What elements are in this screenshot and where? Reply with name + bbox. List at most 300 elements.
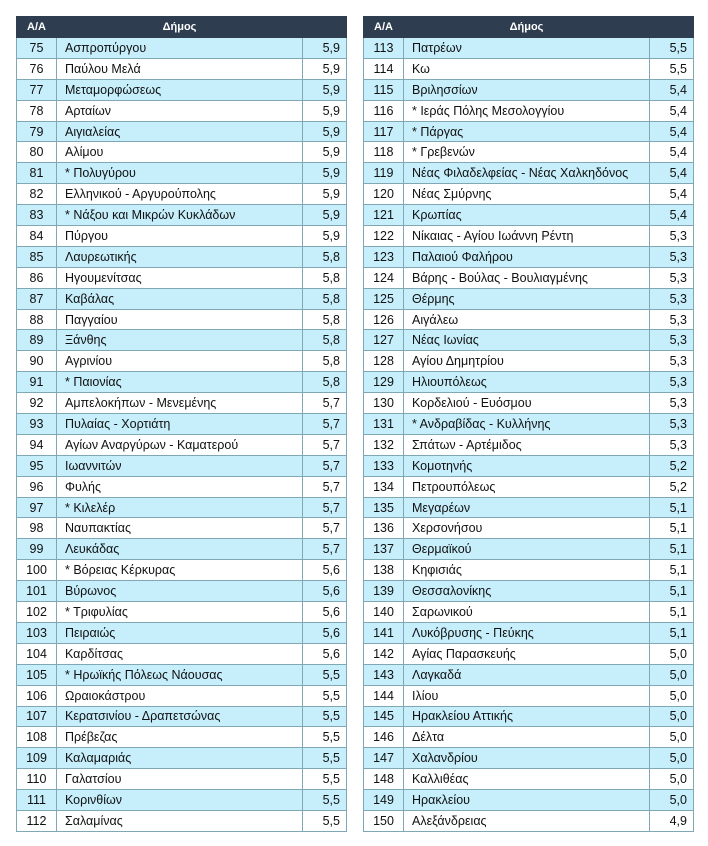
value-cell: 5,5 xyxy=(303,706,347,727)
table-row xyxy=(17,769,347,790)
rank-cell: 118 xyxy=(364,142,404,163)
value-cell: 5,8 xyxy=(303,267,347,288)
value-cell: 5,8 xyxy=(303,351,347,372)
table-row xyxy=(17,393,347,414)
table-row xyxy=(364,288,694,309)
municipality-cell: Λαγκαδά xyxy=(404,664,650,685)
value-cell: 5,8 xyxy=(303,288,347,309)
value-cell: 5,5 xyxy=(650,58,694,79)
municipality-cell: * Κιλελέρ xyxy=(57,497,303,518)
municipality-cell: Γαλατσίου xyxy=(57,769,303,790)
value-cell: 5,6 xyxy=(303,622,347,643)
municipality-cell: Αγίου Δημητρίου xyxy=(404,351,650,372)
table-row xyxy=(17,518,347,539)
value-cell: 5,3 xyxy=(650,351,694,372)
municipality-cell: Παγγαίου xyxy=(57,309,303,330)
header-value xyxy=(650,17,694,38)
municipality-cell: Χερσονήσου xyxy=(404,518,650,539)
rank-cell: 133 xyxy=(364,455,404,476)
value-cell: 5,5 xyxy=(303,810,347,831)
municipality-cell: Ελληνικού - Αργυρούπολης xyxy=(57,184,303,205)
value-cell: 5,4 xyxy=(650,121,694,142)
table-row xyxy=(17,810,347,831)
table-header xyxy=(17,17,347,38)
municipality-cell: Ναυπακτίας xyxy=(57,518,303,539)
municipality-cell: Θεσσαλονίκης xyxy=(404,581,650,602)
table-row xyxy=(364,455,694,476)
value-cell: 5,8 xyxy=(303,309,347,330)
value-cell: 5,0 xyxy=(650,706,694,727)
value-cell: 5,5 xyxy=(303,685,347,706)
table-row xyxy=(364,414,694,435)
municipality-cell: Μεταμορφώσεως xyxy=(57,79,303,100)
rank-cell: 112 xyxy=(17,810,57,831)
table-row xyxy=(364,748,694,769)
rank-cell: 147 xyxy=(364,748,404,769)
table-row xyxy=(364,539,694,560)
value-cell: 5,4 xyxy=(650,100,694,121)
rank-cell: 114 xyxy=(364,58,404,79)
rank-cell: 150 xyxy=(364,810,404,831)
value-cell: 5,5 xyxy=(303,727,347,748)
municipality-cell: * Πολυγύρου xyxy=(57,163,303,184)
table-row xyxy=(364,685,694,706)
value-cell: 5,5 xyxy=(303,790,347,811)
rank-cell: 88 xyxy=(17,309,57,330)
municipality-cell: Αλεξάνδρειας xyxy=(404,810,650,831)
municipality-cell: Ηρακλείου xyxy=(404,790,650,811)
value-cell: 5,4 xyxy=(650,142,694,163)
rank-cell: 119 xyxy=(364,163,404,184)
municipality-cell: Δέλτα xyxy=(404,727,650,748)
municipality-cell: Νίκαιας - Αγίου Ιωάννη Ρέντη xyxy=(404,226,650,247)
value-cell: 5,1 xyxy=(650,518,694,539)
rank-cell: 77 xyxy=(17,79,57,100)
rank-cell: 87 xyxy=(17,288,57,309)
rank-cell: 142 xyxy=(364,643,404,664)
municipality-cell: * Πάργας xyxy=(404,121,650,142)
table-row xyxy=(364,163,694,184)
rank-cell: 107 xyxy=(17,706,57,727)
municipality-cell: Ιλίου xyxy=(404,685,650,706)
municipality-cell: * Βόρειας Κέρκυρας xyxy=(57,560,303,581)
rank-cell: 116 xyxy=(364,100,404,121)
municipality-cell: Σαρωνικού xyxy=(404,602,650,623)
ranking-table-right xyxy=(363,16,694,832)
municipality-cell: Λαυρεωτικής xyxy=(57,246,303,267)
municipality-cell: Αιγάλεω xyxy=(404,309,650,330)
table-row xyxy=(17,226,347,247)
municipality-cell: Κομοτηνής xyxy=(404,455,650,476)
rank-cell: 132 xyxy=(364,434,404,455)
rank-cell: 134 xyxy=(364,476,404,497)
rank-cell: 110 xyxy=(17,769,57,790)
value-cell: 5,7 xyxy=(303,539,347,560)
rank-cell: 113 xyxy=(364,38,404,59)
rank-cell: 131 xyxy=(364,414,404,435)
municipality-cell: Σπάτων - Αρτέμιδος xyxy=(404,434,650,455)
municipality-cell: Ηρακλείου Αττικής xyxy=(404,706,650,727)
rank-cell: 99 xyxy=(17,539,57,560)
value-cell: 5,8 xyxy=(303,330,347,351)
rank-cell: 83 xyxy=(17,205,57,226)
rank-cell: 129 xyxy=(364,372,404,393)
rank-cell: 139 xyxy=(364,581,404,602)
municipality-cell: Κορινθίων xyxy=(57,790,303,811)
municipality-cell: Πειραιώς xyxy=(57,622,303,643)
value-cell: 5,3 xyxy=(650,330,694,351)
value-cell: 5,4 xyxy=(650,184,694,205)
municipality-cell: Λευκάδας xyxy=(57,539,303,560)
table-row xyxy=(17,685,347,706)
value-cell: 5,9 xyxy=(303,58,347,79)
value-cell: 5,7 xyxy=(303,414,347,435)
value-cell: 5,9 xyxy=(303,100,347,121)
municipality-cell: Χαλανδρίου xyxy=(404,748,650,769)
municipality-cell: * Ιεράς Πόλης Μεσολογγίου xyxy=(404,100,650,121)
table-row xyxy=(17,560,347,581)
value-cell: 5,5 xyxy=(303,769,347,790)
value-cell: 5,9 xyxy=(303,205,347,226)
value-cell: 5,3 xyxy=(650,309,694,330)
value-cell: 5,7 xyxy=(303,434,347,455)
rank-cell: 81 xyxy=(17,163,57,184)
rank-cell: 141 xyxy=(364,622,404,643)
table-row xyxy=(17,351,347,372)
municipality-cell: Αρταίων xyxy=(57,100,303,121)
municipality-cell: Ασπροπύργου xyxy=(57,38,303,59)
value-cell: 5,7 xyxy=(303,393,347,414)
table-row xyxy=(364,246,694,267)
rank-cell: 109 xyxy=(17,748,57,769)
value-cell: 5,1 xyxy=(650,539,694,560)
rank-cell: 79 xyxy=(17,121,57,142)
municipality-cell: Αγίας Παρασκευής xyxy=(404,643,650,664)
table-row xyxy=(364,184,694,205)
value-cell: 5,3 xyxy=(650,372,694,393)
table-row xyxy=(17,79,347,100)
municipality-cell: Κερατσινίου - Δραπετσώνας xyxy=(57,706,303,727)
municipality-cell: * Ηρωϊκής Πόλεως Νάουσας xyxy=(57,664,303,685)
value-cell: 5,1 xyxy=(650,602,694,623)
table-row xyxy=(17,790,347,811)
municipality-cell: Πετρουπόλεως xyxy=(404,476,650,497)
rank-cell: 92 xyxy=(17,393,57,414)
rank-cell: 125 xyxy=(364,288,404,309)
value-cell: 5,9 xyxy=(303,79,347,100)
value-cell: 5,5 xyxy=(650,38,694,59)
value-cell: 5,0 xyxy=(650,748,694,769)
table-row xyxy=(364,643,694,664)
rank-cell: 76 xyxy=(17,58,57,79)
table-row xyxy=(364,769,694,790)
rank-cell: 96 xyxy=(17,476,57,497)
table-row xyxy=(17,142,347,163)
municipality-cell: Κρωπίας xyxy=(404,205,650,226)
municipality-cell: Καλλιθέας xyxy=(404,769,650,790)
table-row xyxy=(364,664,694,685)
rank-cell: 145 xyxy=(364,706,404,727)
table-row xyxy=(364,205,694,226)
table-row xyxy=(364,372,694,393)
value-cell: 5,2 xyxy=(650,476,694,497)
municipality-cell: Νέας Ιωνίας xyxy=(404,330,650,351)
municipality-cell: Πυλαίας - Χορτιάτη xyxy=(57,414,303,435)
ranking-table-left xyxy=(16,16,347,832)
table-row xyxy=(364,267,694,288)
table-body-left xyxy=(17,38,347,832)
municipality-cell: Ιωαννιτών xyxy=(57,455,303,476)
municipality-cell: Θέρμης xyxy=(404,288,650,309)
value-cell: 5,6 xyxy=(303,643,347,664)
value-cell: 5,2 xyxy=(650,455,694,476)
municipality-cell: Καβάλας xyxy=(57,288,303,309)
municipality-cell: * Γρεβενών xyxy=(404,142,650,163)
rank-cell: 101 xyxy=(17,581,57,602)
rank-cell: 78 xyxy=(17,100,57,121)
table-row xyxy=(17,246,347,267)
value-cell: 5,6 xyxy=(303,560,347,581)
municipality-cell: Βύρωνος xyxy=(57,581,303,602)
rank-cell: 90 xyxy=(17,351,57,372)
rank-cell: 117 xyxy=(364,121,404,142)
header-aa: Α/Α xyxy=(364,17,404,38)
value-cell: 5,3 xyxy=(650,434,694,455)
value-cell: 5,0 xyxy=(650,790,694,811)
municipality-cell: Καλαμαριάς xyxy=(57,748,303,769)
header-municipality: Δήμος xyxy=(57,17,303,38)
value-cell: 5,0 xyxy=(650,664,694,685)
table-row xyxy=(364,727,694,748)
table-body-right xyxy=(364,38,694,832)
table-row xyxy=(17,184,347,205)
rank-cell: 108 xyxy=(17,727,57,748)
value-cell: 5,7 xyxy=(303,518,347,539)
value-cell: 5,4 xyxy=(650,205,694,226)
value-cell: 5,6 xyxy=(303,581,347,602)
table-row xyxy=(17,309,347,330)
rank-cell: 121 xyxy=(364,205,404,226)
municipality-cell: Λυκόβρυσης - Πεύκης xyxy=(404,622,650,643)
table-row xyxy=(364,58,694,79)
table-row xyxy=(364,434,694,455)
value-cell: 5,9 xyxy=(303,163,347,184)
rank-cell: 140 xyxy=(364,602,404,623)
value-cell: 5,3 xyxy=(650,246,694,267)
value-cell: 5,6 xyxy=(303,602,347,623)
municipality-cell: Κηφισιάς xyxy=(404,560,650,581)
value-cell: 5,3 xyxy=(650,393,694,414)
value-cell: 5,3 xyxy=(650,414,694,435)
table-row xyxy=(364,226,694,247)
table-row xyxy=(17,58,347,79)
municipality-cell: Πατρέων xyxy=(404,38,650,59)
table-row xyxy=(17,622,347,643)
table-row xyxy=(17,643,347,664)
header-municipality: Δήμος xyxy=(404,17,650,38)
rank-cell: 105 xyxy=(17,664,57,685)
table-row xyxy=(17,100,347,121)
rank-cell: 128 xyxy=(364,351,404,372)
municipality-cell: Ξάνθης xyxy=(57,330,303,351)
table-row xyxy=(364,810,694,831)
rank-cell: 143 xyxy=(364,664,404,685)
table-row xyxy=(17,727,347,748)
table-row xyxy=(364,622,694,643)
table-row xyxy=(364,497,694,518)
table-row xyxy=(364,706,694,727)
municipality-cell: * Ανδραβίδας - Κυλλήνης xyxy=(404,414,650,435)
municipality-cell: Ωραιοκάστρου xyxy=(57,685,303,706)
rank-cell: 148 xyxy=(364,769,404,790)
table-row xyxy=(364,581,694,602)
rank-cell: 93 xyxy=(17,414,57,435)
table-row xyxy=(17,476,347,497)
rank-cell: 98 xyxy=(17,518,57,539)
rank-cell: 136 xyxy=(364,518,404,539)
table-row xyxy=(17,455,347,476)
rank-cell: 104 xyxy=(17,643,57,664)
rank-cell: 123 xyxy=(364,246,404,267)
value-cell: 5,7 xyxy=(303,455,347,476)
table-row xyxy=(364,100,694,121)
value-cell: 5,1 xyxy=(650,622,694,643)
rank-cell: 94 xyxy=(17,434,57,455)
municipality-cell: Καρδίτσας xyxy=(57,643,303,664)
table-row xyxy=(17,121,347,142)
municipality-cell: Φυλής xyxy=(57,476,303,497)
value-cell: 5,1 xyxy=(650,560,694,581)
table-row xyxy=(17,497,347,518)
rank-cell: 149 xyxy=(364,790,404,811)
table-row xyxy=(17,539,347,560)
municipality-cell: Νέας Σμύρνης xyxy=(404,184,650,205)
municipality-cell: * Παιονίας xyxy=(57,372,303,393)
table-row xyxy=(364,38,694,59)
rank-cell: 100 xyxy=(17,560,57,581)
table-row xyxy=(17,664,347,685)
value-cell: 5,9 xyxy=(303,184,347,205)
table-row xyxy=(364,560,694,581)
municipality-cell: * Τριφυλίας xyxy=(57,602,303,623)
table-row xyxy=(17,602,347,623)
rank-cell: 97 xyxy=(17,497,57,518)
municipality-cell: Ηλιουπόλεως xyxy=(404,372,650,393)
table-row xyxy=(17,434,347,455)
municipality-cell: Βριλησσίων xyxy=(404,79,650,100)
value-cell: 5,5 xyxy=(303,748,347,769)
table-row xyxy=(17,706,347,727)
rank-cell: 85 xyxy=(17,246,57,267)
municipality-cell: Πρέβεζας xyxy=(57,727,303,748)
municipality-cell: Αγρινίου xyxy=(57,351,303,372)
municipality-cell: Ηγουμενίτσας xyxy=(57,267,303,288)
rank-cell: 124 xyxy=(364,267,404,288)
value-cell: 5,9 xyxy=(303,142,347,163)
rank-cell: 137 xyxy=(364,539,404,560)
municipality-cell: Αγίων Αναργύρων - Καματερού xyxy=(57,434,303,455)
municipality-cell: Σαλαμίνας xyxy=(57,810,303,831)
table-row xyxy=(17,163,347,184)
rank-cell: 80 xyxy=(17,142,57,163)
table-row xyxy=(364,476,694,497)
municipality-cell: Αμπελοκήπων - Μενεμένης xyxy=(57,393,303,414)
value-cell: 5,4 xyxy=(650,79,694,100)
value-cell: 5,8 xyxy=(303,372,347,393)
rank-cell: 95 xyxy=(17,455,57,476)
rank-cell: 135 xyxy=(364,497,404,518)
rank-cell: 122 xyxy=(364,226,404,247)
value-cell: 5,9 xyxy=(303,226,347,247)
rank-cell: 130 xyxy=(364,393,404,414)
municipality-cell: Παλαιού Φαλήρου xyxy=(404,246,650,267)
table-row xyxy=(364,790,694,811)
municipality-cell: Παύλου Μελά xyxy=(57,58,303,79)
municipality-cell: Νέας Φιλαδελφείας - Νέας Χαλκηδόνος xyxy=(404,163,650,184)
value-cell: 5,7 xyxy=(303,476,347,497)
table-row xyxy=(364,602,694,623)
value-cell: 5,7 xyxy=(303,497,347,518)
rank-cell: 86 xyxy=(17,267,57,288)
municipality-cell: Κορδελιού - Ευόσμου xyxy=(404,393,650,414)
rank-cell: 102 xyxy=(17,602,57,623)
value-cell: 5,0 xyxy=(650,643,694,664)
value-cell: 5,9 xyxy=(303,38,347,59)
value-cell: 4,9 xyxy=(650,810,694,831)
municipality-cell: * Νάξου και Μικρών Κυκλάδων xyxy=(57,205,303,226)
table-row xyxy=(17,330,347,351)
municipality-cell: Αιγιαλείας xyxy=(57,121,303,142)
rank-cell: 146 xyxy=(364,727,404,748)
table-row xyxy=(364,121,694,142)
value-cell: 5,1 xyxy=(650,497,694,518)
rank-cell: 120 xyxy=(364,184,404,205)
municipality-cell: Βάρης - Βούλας - Βουλιαγμένης xyxy=(404,267,650,288)
rank-cell: 115 xyxy=(364,79,404,100)
table-row xyxy=(17,205,347,226)
municipality-cell: Κω xyxy=(404,58,650,79)
table-row xyxy=(17,414,347,435)
value-cell: 5,0 xyxy=(650,685,694,706)
table-row xyxy=(17,288,347,309)
municipality-cell: Θερμαϊκού xyxy=(404,539,650,560)
header-aa: Α/Α xyxy=(17,17,57,38)
rank-cell: 91 xyxy=(17,372,57,393)
table-row xyxy=(17,372,347,393)
rank-cell: 138 xyxy=(364,560,404,581)
rank-cell: 89 xyxy=(17,330,57,351)
table-row xyxy=(364,330,694,351)
rank-cell: 144 xyxy=(364,685,404,706)
value-cell: 5,9 xyxy=(303,121,347,142)
value-cell: 5,4 xyxy=(650,163,694,184)
value-cell: 5,3 xyxy=(650,267,694,288)
table-row xyxy=(364,309,694,330)
header-value xyxy=(303,17,347,38)
rank-cell: 106 xyxy=(17,685,57,706)
value-cell: 5,0 xyxy=(650,769,694,790)
value-cell: 5,3 xyxy=(650,288,694,309)
municipality-cell: Μεγαρέων xyxy=(404,497,650,518)
rank-cell: 84 xyxy=(17,226,57,247)
table-row xyxy=(17,267,347,288)
table-header xyxy=(364,17,694,38)
value-cell: 5,3 xyxy=(650,226,694,247)
rank-cell: 103 xyxy=(17,622,57,643)
table-row xyxy=(364,142,694,163)
value-cell: 5,0 xyxy=(650,727,694,748)
rank-cell: 75 xyxy=(17,38,57,59)
